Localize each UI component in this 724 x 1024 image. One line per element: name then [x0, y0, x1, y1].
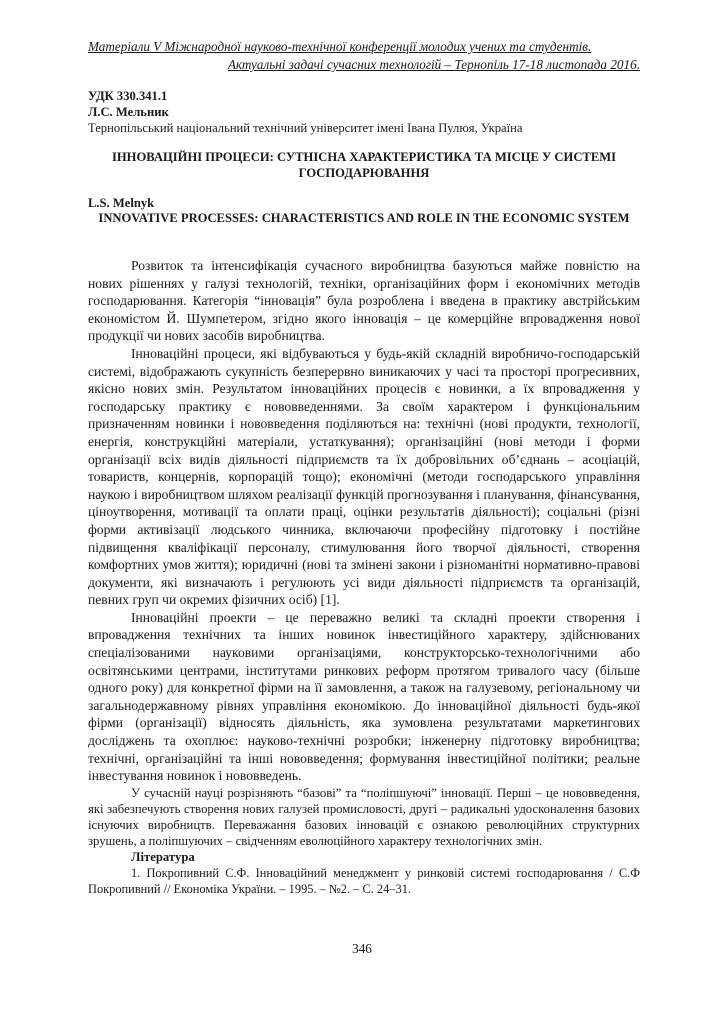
- udc-code: УДК 330.341.1: [88, 89, 168, 103]
- reference-1: 1. Покропивний С.Ф. Інноваційний менеджмент у ринковій системі господарювання / С.Ф Покропивний // Економіка України. – 1995. – №2. – С. 24–31.: [88, 865, 640, 896]
- title-ua: ІННОВАЦІЙНІ ПРОЦЕСИ: СУТНІСНА ХАРАКТЕРИСТИКА ТА МІСЦЕ У СИСТЕМІ ГОСПОДАРЮВАННЯ: [111, 150, 617, 180]
- title-en: INNOVATIVE PROCESSES: CHARACTERISTICS AND ROLE IN THE ECONOMIC SYSTEM: [98, 211, 630, 225]
- paragraph-2: Інноваційні процеси, які відбуваються у будь-якій складній виробничо-господарській системі, відображають сукупність безперервно виникаючих у часі та просторі прогресивних, якісно нових змін. Результатом інноваційних процесів є новинки, а їх впровадження у господарську практику є нововведеннями. За своїм характером і функціональним призначенням новинки і нововведення поділяються на: технічні (нові продукти, технології, енергія, конструкційні матеріали, устаткування); організаційні (нові методи і форми організації всіх видів діяльності підприємств та їх добровільних об’єднань – асоціацій, товариств, концернів, корпорацій тощо); економічні (методи господарського управління наукою і виробництвом шляхом реалізації функцій прогнозування і планування, фінансування, ціноутворення, мотивації та оплати праці, оцінки результатів діяльності); соціальні (різні форми активізації людського чинника, включаючи професійну підготовку і постійне підвищення кваліфікації персоналу, стимулювання його творчої діяльності, створення комфортних умов життя); юридичні (нові та змінені закони і різноманітні нормативно-правові документи, які визначають і регулюють усі види діяльності підприємств та організацій, певних груп чи окремих фізичних осіб) [1].: [88, 345, 640, 608]
- conference-header: [88, 38, 640, 74]
- page-number: 346: [352, 941, 372, 956]
- conference-header-line-2: Актуальні задачі сучасних технологій – Тернопіль 17-18 листопада 2016.: [227, 57, 640, 72]
- paragraph-4: У сучасній науці розрізняють “базові” та “поліпшуючі” інновації. Перші – це нововведення, які забезпечують створення нових галузей промисловості, другі – радикальні удосконалення базових існуючих виробництв. Переважання базових інновацій є ознакою революційних структурних зрушень, а поліпшуючих – свідченням еволюційного характеру технологічних змін.: [88, 785, 640, 848]
- author-ua: Л.С. Мельник: [88, 105, 169, 119]
- article-meta: [88, 88, 522, 136]
- literature-heading: Література: [131, 849, 195, 864]
- affiliation: Тернопільський національний технічний університет імені Івана Пулюя, Україна: [88, 121, 523, 135]
- conference-header-line-1: Матеріали V Міжнародної науково-технічної конференції молодих учених та студентів.: [88, 39, 592, 54]
- paragraph-1: Розвиток та інтенсифікація сучасного виробництва базуються майже повністю на нових рішеннях у галузі технологій, техніки, організаційних форм і економічних методів господарювання. Категорія “інновація” була розроблена і введена в практику австрійським економістом Й. Шумпетером, згідно якого інновація – це комерційне впровадження нової продукції чи нових засобів виробництва.: [88, 258, 640, 344]
- author-en: L.S. Melnyk: [88, 196, 155, 210]
- paragraph-3: Інноваційні проекти – це переважно великі та складні проекти створення і впровадження технічних та інших новинок інвестиційного характеру, здійснюваних спеціалізованими науковими організаціями, конструкторсько-технологічними або освітянськими центрами, інститутами ринкових реформ протягом тривалого часу (більше одного року) для конкретної фірми на її замовлення, а також на галузевому, регіональному чи загальнодержавному рівнях управління економікою. До інноваційної діяльності будь-якої фірми (організації) відносять діяльність, яка зумовлена результатами маркетингових досліджень та охоплює: науково-технічні розробки; інженерну підготовку виробництва; технічні, організаційні та інші нововведення; формування інвестиційної політики; реальне інвестування новинок і нововведень.: [88, 609, 640, 784]
- article-body: [88, 257, 640, 897]
